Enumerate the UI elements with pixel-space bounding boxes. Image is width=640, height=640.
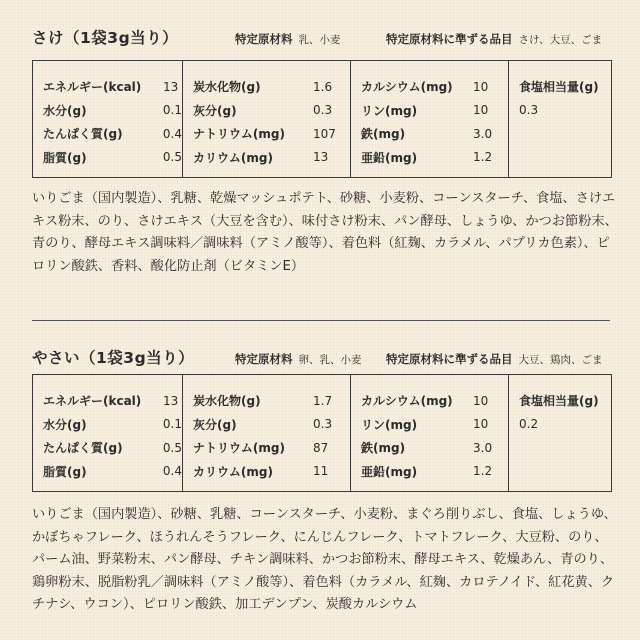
nutrient-label: ナトリウム(mg) [193,441,285,456]
nutrient-value: 10 [473,103,489,118]
nutrient-value: 3.0 [473,126,493,141]
salt-value-row [519,99,611,123]
nutrition-table [32,60,612,178]
nutrition-row [193,75,350,99]
nutrition-row [193,413,350,437]
allergen-related-info [386,31,602,47]
nutrition-column [33,375,183,491]
nutrition-row [193,99,350,123]
nutrient-label: 炭水化物(g) [193,80,261,95]
nutrition-row [193,436,350,460]
section-divider [32,320,610,321]
nutrient-value: 11 [313,464,329,479]
nutrient-value: 10 [473,79,489,94]
section-header [32,322,612,367]
nutrient-label: たんぱく質(g) [43,441,123,456]
nutrition-row [193,460,350,484]
nutrient-label: カリウム(mg) [193,150,273,165]
nutrition-row [193,122,350,146]
nutrition-table [32,374,612,492]
allergen-value: 乳、小麦 [298,34,341,46]
nutrient-value: 1.7 [313,393,333,408]
nutrition-row [43,75,182,99]
allergen-related-label: 特定原材料に準ずる品目 [386,352,513,366]
nutrition-column [183,61,351,177]
nutrient-value: 0.4 [162,126,182,141]
nutrition-row [43,460,182,484]
salt-value: 0.2 [519,417,539,432]
allergen-label: 特定原材料 [235,352,293,366]
nutrition-row [361,389,508,413]
salt-label-row [519,389,611,413]
nutrient-label: 水分(g) [43,103,87,118]
nutrient-value: 87 [313,440,329,455]
nutrient-value: 10 [473,417,489,432]
nutrient-label: カルシウム(mg) [361,394,453,409]
salt-label: 食塩相当量(g) [519,394,599,409]
nutrient-value: 0.5 [162,150,182,165]
nutrition-column [183,375,351,491]
nutrient-label: 炭水化物(g) [193,394,261,409]
nutrient-label: 脂質(g) [43,464,87,479]
nutrient-label: リン(mg) [361,417,418,432]
section-title: やさい（1袋3g当り） [32,349,195,367]
nutrient-label: たんぱく質(g) [43,127,123,142]
nutrient-label: エネルギー(kcal) [43,80,142,95]
nutrient-value: 1.2 [473,150,493,165]
section-title: さけ（1袋3g当り） [32,29,179,47]
nutrient-value: 107 [313,126,336,141]
nutrition-column [351,61,509,177]
nutrient-value: 0.3 [313,417,333,432]
allergen-label: 特定原材料 [235,32,293,46]
nutrition-row [361,436,508,460]
nutrient-label: 灰分(g) [193,103,237,118]
ingredients-text: いりごま（国内製造）、砂糖、乳糖、コーンスターチ、小麦粉、まぐろ削りぶし、食塩、しょうゆ、かぼちゃフレーク、ほうれんそうフレーク、にんじんフレーク、トマトフレーク、大豆粉、のり、パーム油、野菜粉末、パン酵母、チキン調味料、かつお節粉末、酵母エキス、乾燥あん、青のり、鶏卵粉末、脱脂粉乳／調味料（アミノ酸等）、着色料（カラメル、紅麹、カロテノイド、紅花黄、クチナシ、ウコン）、ピロリン酸鉄、加工デンプン、炭酸カルシウム [32,507,617,612]
nutrient-value: 13 [163,393,179,408]
allergen-related-info [386,351,603,367]
nutrient-label: 鉄(mg) [361,127,406,142]
nutrient-label: 脂質(g) [43,150,87,165]
nutrient-label: エネルギー(kcal) [43,394,142,409]
nutrient-label: ナトリウム(mg) [193,127,285,142]
salt-label: 食塩相当量(g) [519,80,599,95]
nutrient-label: リン(mg) [361,103,418,118]
nutrient-value: 1.2 [473,464,493,479]
allergen-info [235,31,341,47]
nutrient-value: 0.1 [162,417,182,432]
nutrient-value: 0.4 [162,464,182,479]
salt-value-row [519,413,611,437]
nutrition-row [193,146,350,170]
nutrient-label: 水分(g) [43,417,87,432]
salt-value: 0.3 [519,103,539,118]
nutrient-label: カリウム(mg) [193,464,273,479]
nutrient-label: 鉄(mg) [361,441,406,456]
nutrient-label: 亜鉛(mg) [361,464,418,479]
nutrition-row [43,146,182,170]
allergen-value: 卵、乳、小麦 [298,354,362,366]
nutrient-value: 1.6 [313,79,333,94]
nutrient-value: 13 [163,79,179,94]
salt-label-row [519,75,611,99]
product-section-sake [32,0,618,274]
nutrition-row [43,389,182,413]
nutrition-row [361,99,508,123]
salt-column [509,375,611,491]
nutrition-row [361,75,508,99]
nutrition-row [43,413,182,437]
nutrient-value: 13 [313,150,329,165]
nutrient-value: 0.3 [313,103,333,118]
allergen-related-label: 特定原材料に準ずる品目 [386,32,513,46]
allergen-related-value: さけ、大豆、ごま [518,34,603,46]
nutrient-label: 灰分(g) [193,417,237,432]
product-section-yasai [32,322,617,612]
nutrition-row [361,146,508,170]
allergen-info [235,351,362,367]
nutrition-row [361,413,508,437]
nutrition-row [193,389,350,413]
nutrition-row [43,436,182,460]
nutrition-row [43,99,182,123]
section-header [32,0,612,47]
ingredients-text: いりごま（国内製造）、乳糖、乾燥マッシュポテト、砂糖、小麦粉、コーンスターチ、食塩、さけエキス粉末、のり、さけエキス（大豆を含む）、味付さけ粉末、パン酵母、しょうゆ、かつお節粉末、青のり、酵母エキス調味料／調味料（アミノ酸等）、着色料（紅麹、カラメル、パプリカ色素）、ピロリン酸鉄、香料、酸化防止剤（ビタミンE） [32,191,618,274]
nutrition-row [361,122,508,146]
nutrition-row [361,460,508,484]
nutrient-value: 3.0 [473,440,493,455]
allergen-related-value: 大豆、鶏肉、ごま [518,354,603,366]
nutrient-value: 0.1 [162,103,182,118]
salt-column [509,61,611,177]
nutrition-row [43,122,182,146]
nutrition-column [33,61,183,177]
nutrient-value: 10 [473,393,489,408]
nutrient-label: 亜鉛(mg) [361,150,418,165]
nutrient-value: 0.5 [162,440,182,455]
nutrient-label: カルシウム(mg) [361,80,453,95]
nutrition-column [351,375,509,491]
